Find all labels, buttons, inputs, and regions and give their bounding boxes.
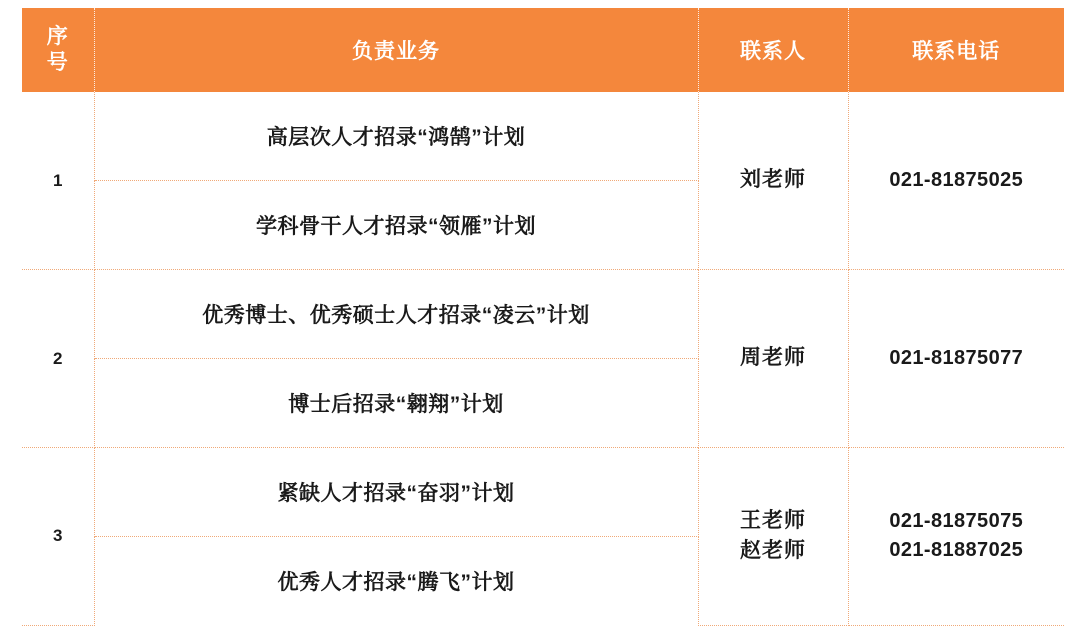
column-header-phone: 联系电话 xyxy=(848,8,1064,92)
cell-phone xyxy=(848,92,1064,270)
table-row xyxy=(22,92,1064,181)
cell-serial-number: 1 xyxy=(22,92,94,270)
cell-phone xyxy=(848,448,1064,626)
table-header xyxy=(22,8,1064,92)
contact-name: 周老师 xyxy=(740,346,806,370)
table-header-row xyxy=(22,8,1064,92)
contact-name: 刘老师 xyxy=(740,168,806,192)
column-header-business: 负责业务 xyxy=(94,8,698,92)
cell-serial-number: 3 xyxy=(22,448,94,626)
cell-contact xyxy=(698,448,848,626)
cell-phone xyxy=(848,270,1064,448)
cell-business: 博士后招录“翱翔”计划 xyxy=(94,359,698,448)
cell-contact xyxy=(698,92,848,270)
phone-number: 021-81887025 xyxy=(889,539,1024,562)
recruitment-contact-table xyxy=(22,8,1064,626)
column-header-serial-number-line2: 号 xyxy=(46,51,69,74)
phone-number: 021-81875025 xyxy=(889,169,1024,191)
column-header-contact: 联系人 xyxy=(698,8,848,92)
cell-business: 优秀人才招录“腾飞”计划 xyxy=(94,537,698,626)
contact-name: 王老师 xyxy=(740,508,806,532)
table-row xyxy=(22,270,1064,359)
cell-business: 紧缺人才招录“奋羽”计划 xyxy=(94,448,698,537)
column-header-serial-number-line1: 序 xyxy=(46,24,69,48)
cell-contact xyxy=(698,270,848,448)
cell-business: 优秀博士、优秀硕士人才招录“凌云”计划 xyxy=(94,270,698,359)
cell-business: 高层次人才招录“鸿鹄”计划 xyxy=(94,92,698,181)
phone-number: 021-81875077 xyxy=(889,347,1024,369)
cell-business: 学科骨干人才招录“领雁”计划 xyxy=(94,181,698,270)
cell-serial-number: 2 xyxy=(22,270,94,448)
table-body xyxy=(22,92,1064,625)
table-row xyxy=(22,448,1064,537)
phone-number: 021-81875075 xyxy=(889,510,1024,533)
column-header-serial-number xyxy=(22,8,94,92)
contact-name: 赵老师 xyxy=(740,539,806,563)
